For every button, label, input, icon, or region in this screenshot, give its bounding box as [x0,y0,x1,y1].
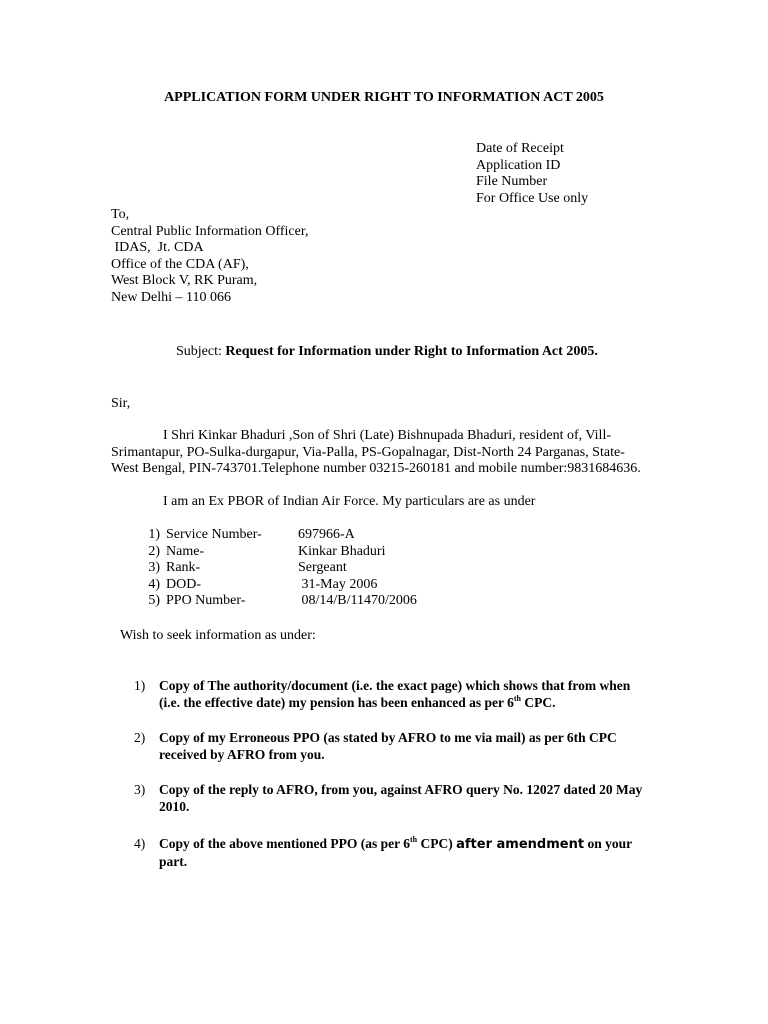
subject-line [176,344,598,361]
salutation: Sir, [111,396,131,411]
office-use-block [476,141,588,207]
page-title: APPLICATION FORM UNDER RIGHT TO INFORMATION ACT 2005 [164,90,604,105]
service-intro-line: I am an Ex PBOR of Indian Air Force. My particulars are as under [163,494,536,509]
list-item: 2) Name- Kinkar Bhaduri [148,543,386,559]
service-number-value: 697966-A [298,527,355,542]
request-item: 1) Copy of The authority/document (i.e. the exact page) which shows that from when (i.e. the effective date) my pension has been enhanced as per 6th CPC. [134,678,631,710]
list-item: 3) Rank- Sergeant [148,560,347,575]
name-value: Kinkar Bhaduri [298,543,386,559]
address-line: To, [111,207,130,222]
address-line: West Block V, RK Puram, [111,273,258,288]
list-item: 5) PPO Number- 08/14/B/11470/2006 [148,593,417,608]
list-item: 4) DOD- 31-May 2006 [148,576,378,592]
dod-value: 31-May 2006 [298,576,378,592]
address-line: Central Public Information Officer, [111,223,309,239]
applicant-details-paragraph [111,428,651,478]
address-line: Office of the CDA (AF), [111,256,249,272]
address-line: IDAS, Jt. CDA [111,240,204,255]
request-item: 2) Copy of my Erroneous PPO (as stated by AFRO to me via mail) as per 6th CPC received by AFRO from you. [134,730,617,762]
subject-text: Request for Information under Right to Information Act 2005. [225,344,598,359]
ppo-number-value: 08/14/B/11470/2006 [298,593,417,608]
address-line: New Delhi – 110 066 [111,289,232,305]
recipient-address [111,207,308,306]
particulars-list [140,527,417,610]
application-id-label: Application ID [476,157,561,173]
rank-value: Sergeant [298,560,347,575]
office-use-only-label: For Office Use only [476,190,589,206]
list-item: 1) Service Number- 697966-A [148,527,355,542]
wish-intro: Wish to seek information as under: [120,628,316,643]
request-item: 3) Copy of the reply to AFRO, from you, against AFRO query No. 12027 dated 20 May 2010. [134,782,643,814]
date-of-receipt-label: Date of Receipt [476,141,564,156]
subject-label: Subject: [176,344,222,359]
applicant-details-text: I Shri Kinkar Bhaduri ,Son of Shri (Late) Bishnupada Bhaduri, resident of, Vill-Srimantapur, PO-Sulka-durgapur, Via-Palla, PS-Gopalnagar, Dist-North 24 Parganas, State-West Bengal, PIN-743701.Telephone number 03215-260181 and mobile number:9831684636. [111,428,641,476]
request-item: 4) Copy of the above mentioned PPO (as per 6th CPC) after amendment on your part. [134,835,632,869]
file-number-label: File Number [476,174,548,189]
